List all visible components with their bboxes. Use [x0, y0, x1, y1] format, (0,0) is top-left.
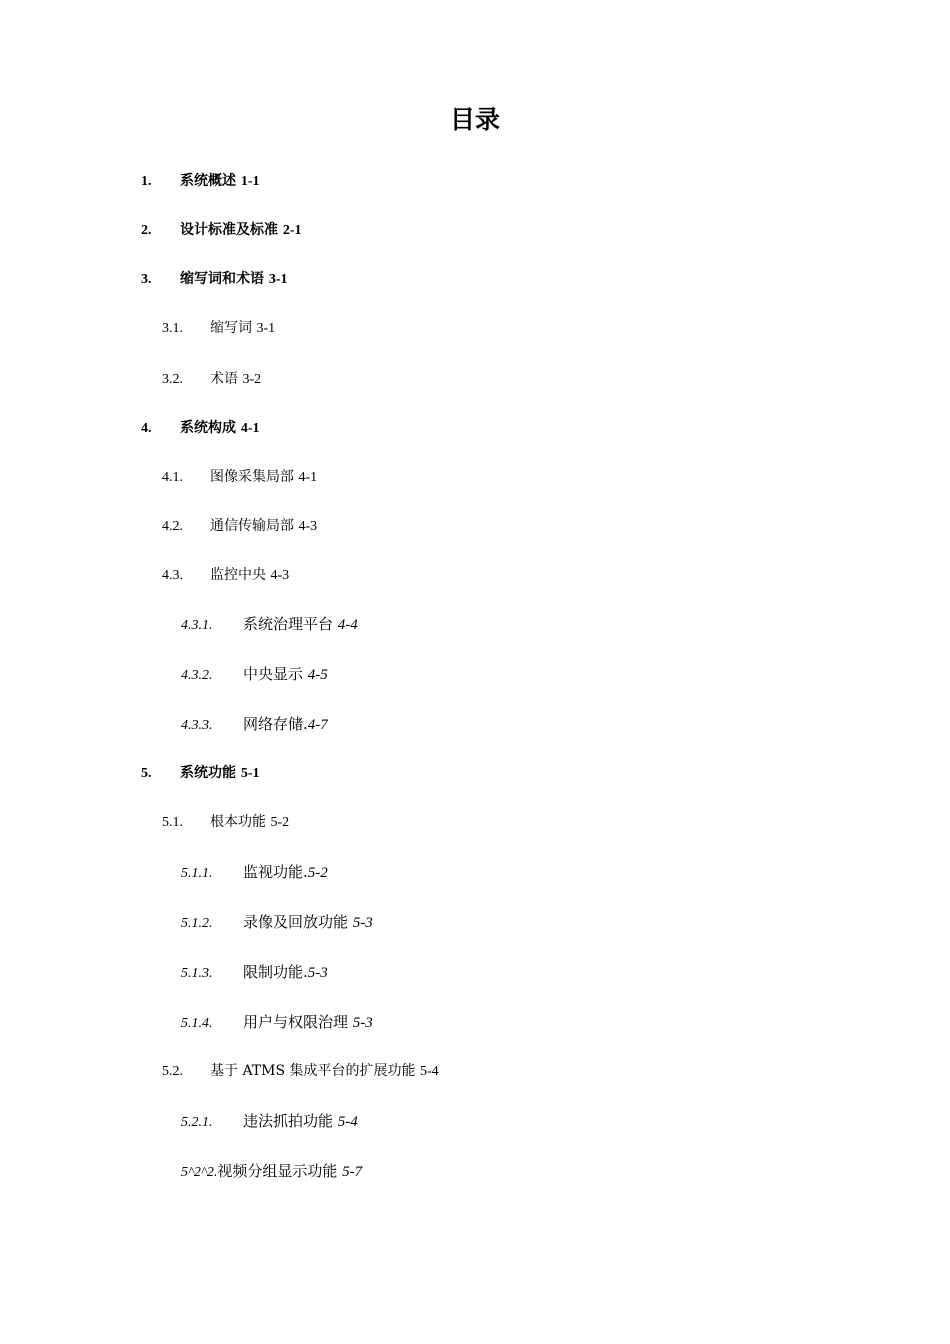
toc-entry-4[interactable] [141, 418, 260, 439]
toc-page: 4-5 [307, 667, 328, 683]
toc-number: 5^2^2. [181, 1165, 218, 1180]
toc-entry-5-1[interactable] [162, 812, 289, 833]
toc-number: 4.3.1. [181, 618, 213, 633]
toc-title: 用户与权限治理 [243, 1013, 349, 1031]
toc-page: 5-7 [342, 1164, 363, 1180]
toc-entry-4-2[interactable] [162, 516, 317, 537]
toc-entry-4-3-3[interactable] [181, 714, 328, 736]
toc-entry-5-1-2[interactable] [181, 912, 373, 934]
toc-page: 5-4 [337, 1114, 358, 1130]
toc-page: 4-7 [307, 717, 328, 733]
toc-number: 4.2. [162, 519, 183, 534]
toc-title: 录像及回放功能 [243, 913, 349, 931]
toc-number: 4.3.3. [181, 718, 213, 733]
toc-entry-2[interactable] [141, 220, 302, 241]
toc-page: 5-3 [352, 1015, 373, 1031]
toc-page: 1-1 [240, 174, 260, 189]
toc-number: 5.2.1. [181, 1115, 213, 1130]
toc-number: 3. [141, 272, 152, 287]
toc-page: 5-2 [270, 815, 290, 830]
toc-entry-1[interactable] [141, 171, 260, 192]
toc-title: 限制功能. [243, 963, 308, 981]
toc-number: 5.1.4. [181, 1016, 213, 1031]
toc-number: 4.1. [162, 470, 183, 485]
toc-title: 缩写词 [210, 320, 252, 336]
toc-number: 5.1. [162, 815, 183, 830]
toc-title: 监视功能. [243, 863, 308, 881]
toc-title: 根本功能 [210, 814, 266, 830]
toc-entry-5-1-1[interactable] [181, 862, 328, 884]
toc-page: 5-1 [240, 766, 260, 781]
toc-title: 视频分组显示功能 [217, 1162, 338, 1180]
toc-page: 4-3 [298, 519, 318, 534]
toc-number: 3.2. [162, 372, 183, 387]
toc-title: 设计标准及标准 [180, 222, 278, 238]
toc-page: 4-1 [240, 421, 260, 436]
toc-title: 缩写词和术语 [180, 271, 264, 287]
toc-number: 1. [141, 174, 152, 189]
toc-title: 通信传输局部 [210, 518, 294, 534]
toc-page: 3-1 [256, 321, 276, 336]
toc-title: 系统概述 [180, 173, 236, 189]
toc-page: 4-4 [337, 617, 358, 633]
toc-number: 4.3.2. [181, 668, 213, 683]
toc-title: 网络存储. [243, 715, 308, 733]
toc-page: 4-1 [298, 470, 318, 485]
toc-title: 违法抓拍功能 [243, 1112, 334, 1130]
toc-entry-5[interactable] [141, 763, 260, 784]
toc-number: 5. [141, 766, 152, 781]
toc-entry-4-1[interactable] [162, 467, 317, 488]
toc-page: 5-2 [307, 865, 328, 881]
toc-title: 中央显示 [243, 665, 304, 683]
toc-title: 图像采集局部 [210, 469, 294, 485]
toc-entry-4-3[interactable] [162, 565, 289, 586]
toc-entry-3[interactable] [141, 269, 288, 290]
toc-number: 5.1.2. [181, 916, 213, 931]
toc-page: 2-1 [282, 223, 302, 238]
toc-entry-5-2[interactable] [162, 1061, 439, 1082]
toc-entry-5-2-2[interactable] [181, 1161, 362, 1183]
page-title: 目录 [449, 105, 500, 134]
toc-entry-4-3-2[interactable] [181, 664, 328, 686]
toc-entry-3-2[interactable] [162, 369, 261, 390]
toc-page: 5-3 [352, 915, 373, 931]
toc-number: 4. [141, 421, 152, 436]
toc-title: 系统功能 [180, 765, 236, 781]
toc-title: 系统治理平台 [243, 615, 334, 633]
toc-title: 术语 [210, 371, 238, 387]
toc-number: 3.1. [162, 321, 183, 336]
toc-page: 5-4 [419, 1064, 439, 1079]
toc-entry-5-1-4[interactable] [181, 1012, 373, 1034]
toc-number: 4.3. [162, 568, 183, 583]
toc-page: 3-2 [242, 372, 262, 387]
toc-entry-3-1[interactable] [162, 318, 275, 339]
toc-number: 5.1.1. [181, 866, 213, 881]
toc-page: 3-1 [268, 272, 288, 287]
toc-number: 5.2. [162, 1064, 183, 1079]
toc-title: 监控中央 [210, 567, 266, 583]
toc-page: 4-3 [270, 568, 290, 583]
toc-title: 系统构成 [180, 420, 236, 436]
toc-number: 2. [141, 223, 152, 238]
toc-entry-5-2-1[interactable] [181, 1111, 358, 1133]
toc-number: 5.1.3. [181, 966, 213, 981]
toc-entry-5-1-3[interactable] [181, 962, 328, 984]
toc-entry-4-3-1[interactable] [181, 614, 358, 636]
toc-title: 基于 ATMS 集成平台的扩展功能 [210, 1063, 416, 1079]
toc-page: 5-3 [307, 965, 328, 981]
